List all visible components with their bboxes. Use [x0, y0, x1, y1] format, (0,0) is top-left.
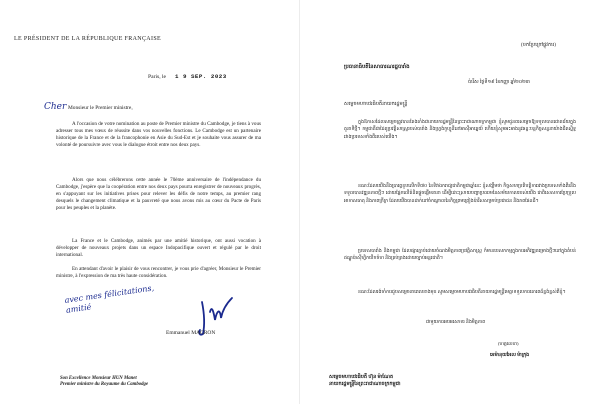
letter-paragraph-1 — [56, 121, 261, 149]
paragraph-text: La France et le Cambodge, animés par une amitié historique, ont aussi vocation à développer de nouveaux projets dans un espace Indopacifique ouvert et régulé par le droit international. — [56, 238, 261, 258]
paragraph-text: ខណៈដែលយើងនឹងប្រារព្ធខួបលើកទី៧០ នៃទិវាឯករាជ្យជាតិកម្ពុជាឆ្នាំនេះ ខ្ញុំសង្ឃឹមថា កិច្ចសហប្រតិបត្តិការរវាងប្រទេសទាំងពីរនឹងទទួលបានវឌ្ឍនភាពថ្មីៗ ដោយផ្អែកលើគំនិតផ្តួចផ្តើមនានា ដើម្បីដោះស្រាយបញ្ហាប្រឈមនៃសម័យកាលរបស់យើង ជាពិសេសការប្រែប្រួលអាកាសធាតុ និងភាពក្រីក្រ ដែលយើងបានដាក់នៅចំកណ្តាលនៃកិច្ចព្រមព្រៀងប៉ារីសសម្រាប់ប្រជាជន និងភពផែនដី។ — [344, 184, 576, 204]
khmer-signature-note: (ហត្ថលេខា) — [498, 341, 519, 346]
letter-paragraph-3 — [56, 238, 261, 259]
letter-paragraph-2 — [56, 177, 261, 212]
paragraph-text: ក្នុងឱកាសដែលសម្តេចត្រូវបានតែងតាំងជានាយករដ្ឋមន្ត្រីនៃព្រះរាជាណាចក្រកម្ពុជា ខ្ញុំសូមជូនពរសម្តេចឱ្យទទួលបានជោគជ័យក្នុងតួនាទីថ្មី។ កម្ពុជាគឺជាដៃគូប្រវត្តិសាស្ត្ររបស់បារាំង និងហ្វ្រង់កូហ្វូនីនៅអាស៊ីអាគ្នេយ៍ ហើយខ្ញុំសូមអះអាងនូវឆន្ទៈបន្តកិច្ចសន្ទនាយ៉ាងជិតស្និទ្ធរវាងប្រទេសទាំងពីររបស់យើង។ — [344, 120, 576, 140]
khmer-paragraph-2 — [344, 183, 576, 205]
date-place: Paris, le — [148, 74, 167, 80]
page-divider — [299, 0, 300, 404]
letterhead: LE PRÉSIDENT DE LA RÉPUBLIQUE FRANÇAISE — [14, 36, 162, 42]
date-stamp: 1 9 SEP. 2023 — [175, 73, 227, 80]
khmer-paragraph-1 — [344, 119, 576, 141]
recipient-block — [60, 376, 148, 389]
paragraph-text: Alors que nous célébrerons cette année le 70ème anniversaire de l'indépendance du Cambodge, j'espère que la coopération entre nos deux pays pourra enregistrer de nouveaux progrès, en s'appuyant sur les initiatives prises pour relever les défis de notre temps, au premier rang desquels le changement climatique et la pauvreté que nous avons mis au cœur du Pacte de Paris pour les peuples et la planète. — [56, 177, 261, 211]
khmer-paragraph-4 — [344, 289, 576, 296]
khmer-letterhead: ប្រធានាធិបតីនៃសាធារណរដ្ឋបារាំង — [344, 64, 410, 70]
khmer-closing: ជាមួយការអបអរសាទរ និងមិត្តភាព — [426, 320, 486, 325]
khmer-recipient-line-1: សម្តេចមហាបវរធិបតី ហ៊ុន ម៉ាណែត — [329, 375, 394, 380]
letter-paragraph-4 — [56, 266, 261, 280]
handwritten-salutation: Cher — [44, 102, 67, 112]
date-line — [148, 73, 227, 80]
unofficial-translation-note: (បកប្រែក្រៅផ្លូវការ) — [521, 43, 556, 48]
salutation: Monsieur le Premier ministre, — [68, 105, 133, 111]
handwritten-closing-line-1: avec mes félicitations, — [64, 283, 155, 305]
khmer-date: ប៉ារីស ថ្ងៃទី១៩ ខែកញ្ញា ឆ្នាំ២០២៣ — [468, 80, 530, 85]
paragraph-text: ខណៈដែលរង់ចាំការជួបសម្តេចនាពេលខាងមុខ សូមសម្តេចមហាបវរធិបតីនាយករដ្ឋមន្ត្រីមេត្តាទទួលការគោរពដ៏ខ្ពង់ខ្ពស់ពីខ្ញុំ។ — [358, 290, 566, 295]
khmer-recipient-block — [329, 374, 400, 388]
khmer-salutation: សម្តេចមហាបវរធិបតីនាយករដ្ឋមន្ត្រី — [344, 102, 408, 107]
recipient-line-1: Son Excellence Monsieur HUN Manet — [60, 376, 137, 381]
khmer-recipient-line-2: នាយករដ្ឋមន្ត្រីនៃព្រះរាជាណាចក្រកម្ពុជា — [329, 382, 401, 387]
khmer-signer-name: អេម៉ានុយអែល ម៉ាក្រុង — [490, 353, 530, 358]
paragraph-text: En attendant d'avoir le plaisir de vous rencontrer, je vous prie d'agréer, Monsieur le Premier ministre, à l'expression de ma très haute considération. — [56, 266, 261, 279]
paragraph-text: ប្រទេសបារាំង និងកម្ពុជា ដែលផ្សារភ្ជាប់ដោយចំណងមិត្តភាពប្រវត្តិសាស្ត្រ ក៏មានបេសកកម្មក្នុងការអភិវឌ្ឍគម្រោងថ្មីៗនៅក្នុងតំបន់ឥណ្ឌូប៉ាស៊ីហ្វិកបើកចំហ និងគ្រប់គ្រងដោយច្បាប់អន្តរជាតិ។ — [344, 249, 576, 262]
recipient-line-2: Premier ministre du Royaume du Cambodge — [60, 382, 149, 388]
paragraph-text: A l'occasion de votre nomination au poste de Premier ministre du Cambodge, je tiens à vous adresser tous mes vœux de réussite dans vos nouvelles fonctions. Le Cambodge est un partenaire historique de la France et de la francophonie en Asie du Sud-Est et je souhaite vous assurer de ma volonté de poursuivre avec vous le dialogue étroit entre nos deux pays. — [56, 121, 261, 148]
handwritten-closing-line-2: amitié — [65, 302, 92, 315]
khmer-paragraph-3 — [344, 248, 576, 263]
signer-name: Emmanuel MACRON — [166, 330, 216, 336]
